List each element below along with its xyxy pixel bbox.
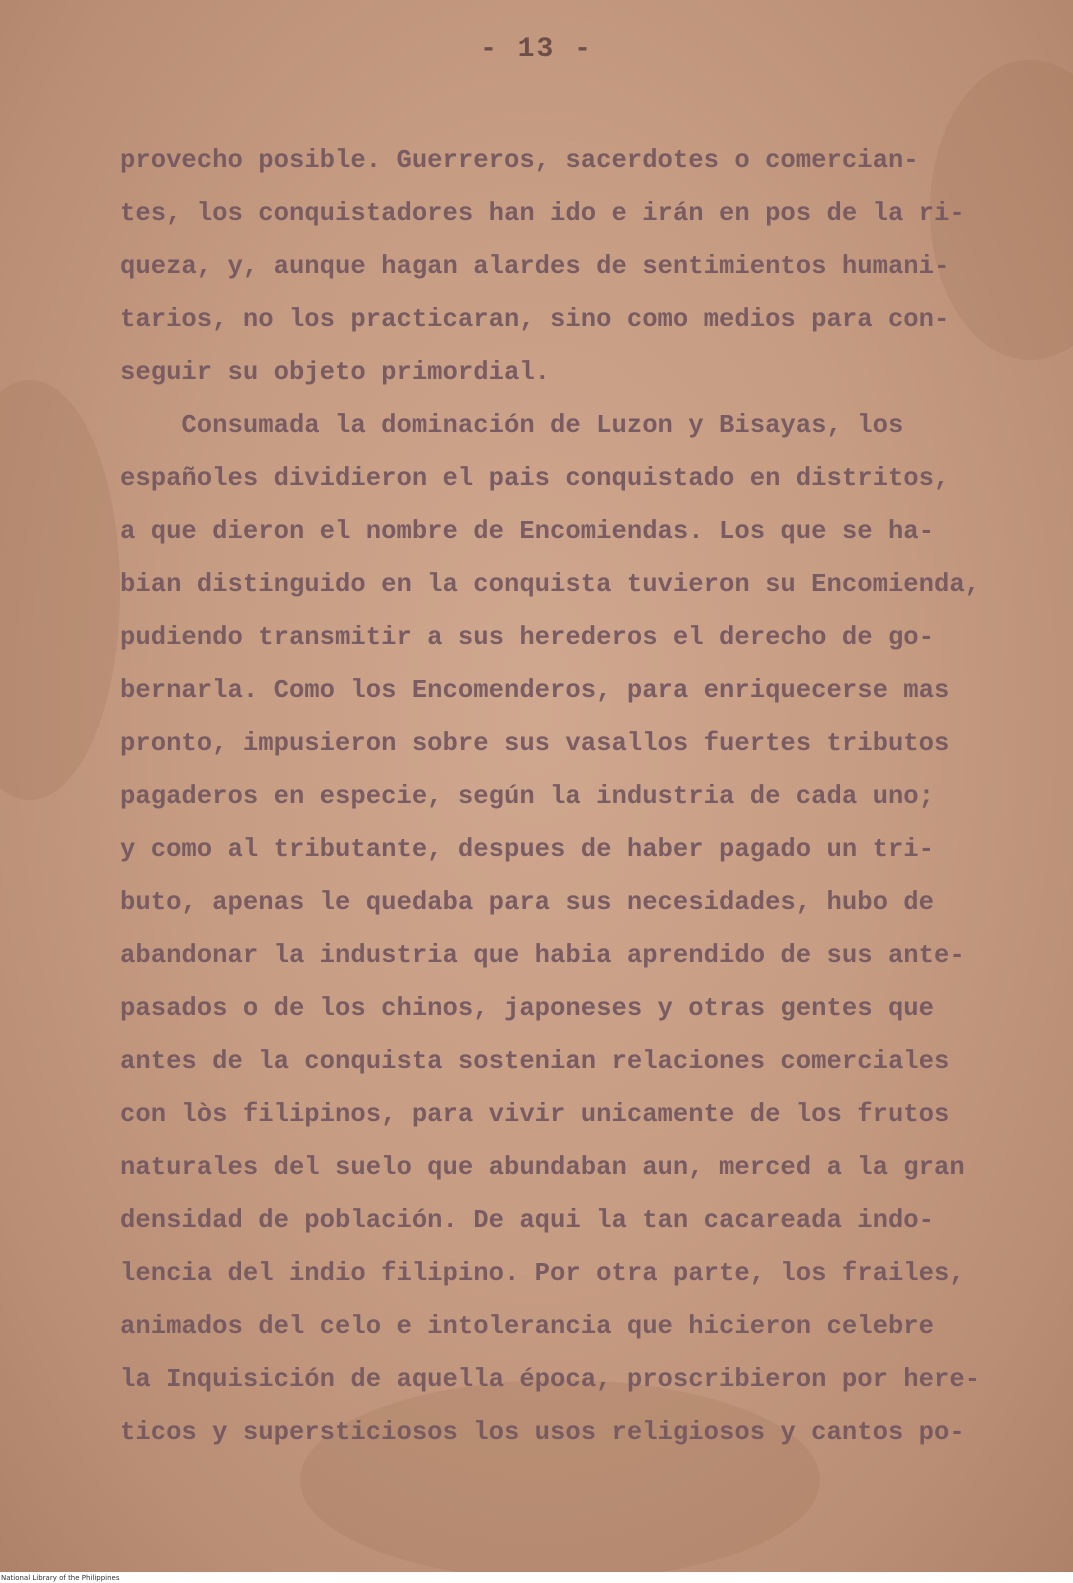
text-line: la Inquisición de aquella época, proscribieron por here-	[120, 1365, 981, 1394]
text-line: tes, los conquistadores han ido e irán en pos de la ri-	[120, 199, 965, 228]
footer-bar	[0, 1573, 1073, 1583]
text-line: abandonar la industria que habia aprendido de sus ante-	[120, 941, 965, 970]
footer-credit: National Library of the Philippines	[1, 1574, 120, 1582]
text-line: queza, y, aunque hagan alardes de sentimientos humani-	[120, 252, 950, 281]
text-line: pasados o de los chinos, japoneses y otras gentes que	[120, 994, 935, 1023]
text-line: con lòs filipinos, para vivir unicamente de los frutos	[120, 1100, 950, 1129]
text-line: lencia del indio filipino. Por otra parte, los frailes,	[120, 1259, 965, 1288]
text-line: a que dieron el nombre de Encomiendas. Los que se ha-	[120, 517, 935, 546]
text-line: seguir su objeto primordial.	[120, 358, 551, 387]
text-line: y como al tributante, despues de haber pagado un tri-	[120, 835, 935, 864]
text-line: provecho posible. Guerreros, sacerdotes o comercian-	[120, 146, 919, 175]
text-line: españoles dividieron el pais conquistado en distritos,	[120, 464, 950, 493]
text-line: ticos y supersticiosos los usos religiosos y cantos po-	[120, 1418, 965, 1447]
text-line: tarios, no los practicaran, sino como medios para con-	[120, 305, 950, 334]
text-line: Consumada la dominación de Luzon y Bisayas, los	[120, 411, 904, 440]
text-line: pagaderos en especie, según la industria de cada uno;	[120, 782, 935, 811]
page-number: - 13 -	[480, 34, 593, 65]
text-line: buto, apenas le quedaba para sus necesidades, hubo de	[120, 888, 935, 917]
paper-stain	[300, 1380, 820, 1572]
text-line: bernarla. Como los Encomenderos, para enriquecerse mas	[120, 676, 950, 705]
text-line: antes de la conquista sostenian relaciones comerciales	[120, 1047, 950, 1076]
text-line: animados del celo e intolerancia que hicieron celebre	[120, 1312, 935, 1341]
text-line: pronto, impusieron sobre sus vasallos fuertes tributos	[120, 729, 950, 758]
text-line: naturales del suelo que abundaban aun, merced a la gran	[120, 1153, 965, 1182]
text-line: densidad de población. De aqui la tan cacareada indo-	[120, 1206, 935, 1235]
text-line: pudiendo transmitir a sus herederos el derecho de go-	[120, 623, 935, 652]
text-line: bian distinguido en la conquista tuvieron su Encomienda,	[120, 570, 981, 599]
paper-stain	[0, 380, 120, 800]
